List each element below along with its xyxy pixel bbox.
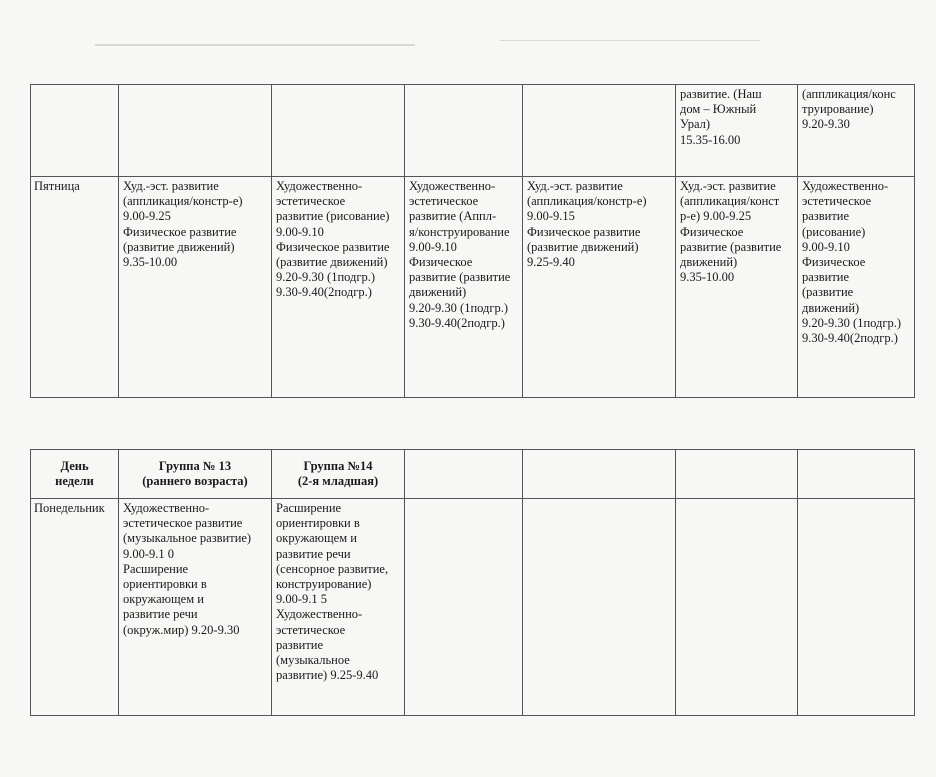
cell: Худ.-эст. развитие (аппликация/констр-е) 9.00-9.15 Физическое развитие (развитие движений) 9.25-9.40	[523, 177, 676, 398]
header-empty	[405, 450, 523, 499]
friday-row	[31, 177, 915, 398]
cell	[31, 85, 119, 177]
header-empty	[523, 450, 676, 499]
scan-artifact	[500, 40, 760, 41]
cell: Художественно- эстетическое развитие (рисование) 9.00-9.10 Физическое развитие (развитие движений) 9.20-9.30 (1подгр.) 9.30-9.40(2подгр.)	[798, 177, 915, 398]
schedule-table-upper	[30, 84, 915, 398]
cell: Худ.-эст. развитие (аппликация/констр-е) 9.00-9.25 Физическое развитие (развитие движений) 9.35-10.00	[119, 177, 272, 398]
cell-group-14-monday: Расширение ориентировки в окружающем и развитие речи (сенсорное развитие, конструирование) 9.00-9.1 5 Художественно- эстетическое развитие (музыкальное развитие) 9.25-9.40	[272, 499, 405, 716]
cell	[523, 499, 676, 716]
scan-artifact	[95, 44, 415, 46]
cell	[798, 499, 915, 716]
cell: Художественно- эстетическое развитие (рисование) 9.00-9.10 Физическое развитие (развитие движений) 9.20-9.30 (1подгр.) 9.30-9.40(2подгр.)	[272, 177, 405, 398]
header-day-of-week: День недели	[31, 450, 119, 499]
day-cell-monday: Понедельник	[31, 499, 119, 716]
cell	[272, 85, 405, 177]
header-row	[31, 450, 915, 499]
cell	[405, 499, 523, 716]
header-empty	[798, 450, 915, 499]
cell: (аппликация/конс труирование) 9.20-9.30	[798, 85, 915, 177]
monday-row	[31, 499, 915, 716]
header-empty	[676, 450, 798, 499]
cell	[523, 85, 676, 177]
cell	[676, 499, 798, 716]
header-group-13: Группа № 13 (раннего возраста)	[119, 450, 272, 499]
continuation-row	[31, 85, 915, 177]
cell	[119, 85, 272, 177]
cell	[405, 85, 523, 177]
cell: развитие. (Наш дом – Южный Урал) 15.35-16.00	[676, 85, 798, 177]
schedule-table-lower	[30, 449, 915, 716]
cell-group-13-monday: Художественно- эстетическое развитие (музыкальное развитие) 9.00-9.1 0 Расширение ориентировки в окружающем и развитие речи (окруж.мир) 9.20-9.30	[119, 499, 272, 716]
cell: Худ.-эст. развитие (аппликация/конст р-е) 9.00-9.25 Физическое развитие (развитие движений) 9.35-10.00	[676, 177, 798, 398]
day-cell-friday: Пятница	[31, 177, 119, 398]
header-group-14: Группа №14 (2-я младшая)	[272, 450, 405, 499]
cell: Художественно- эстетическое развитие (Аппл- я/конструирование 9.00-9.10 Физическое развитие (развитие движений) 9.20-9.30 (1подгр.) 9.30-9.40(2подгр.)	[405, 177, 523, 398]
